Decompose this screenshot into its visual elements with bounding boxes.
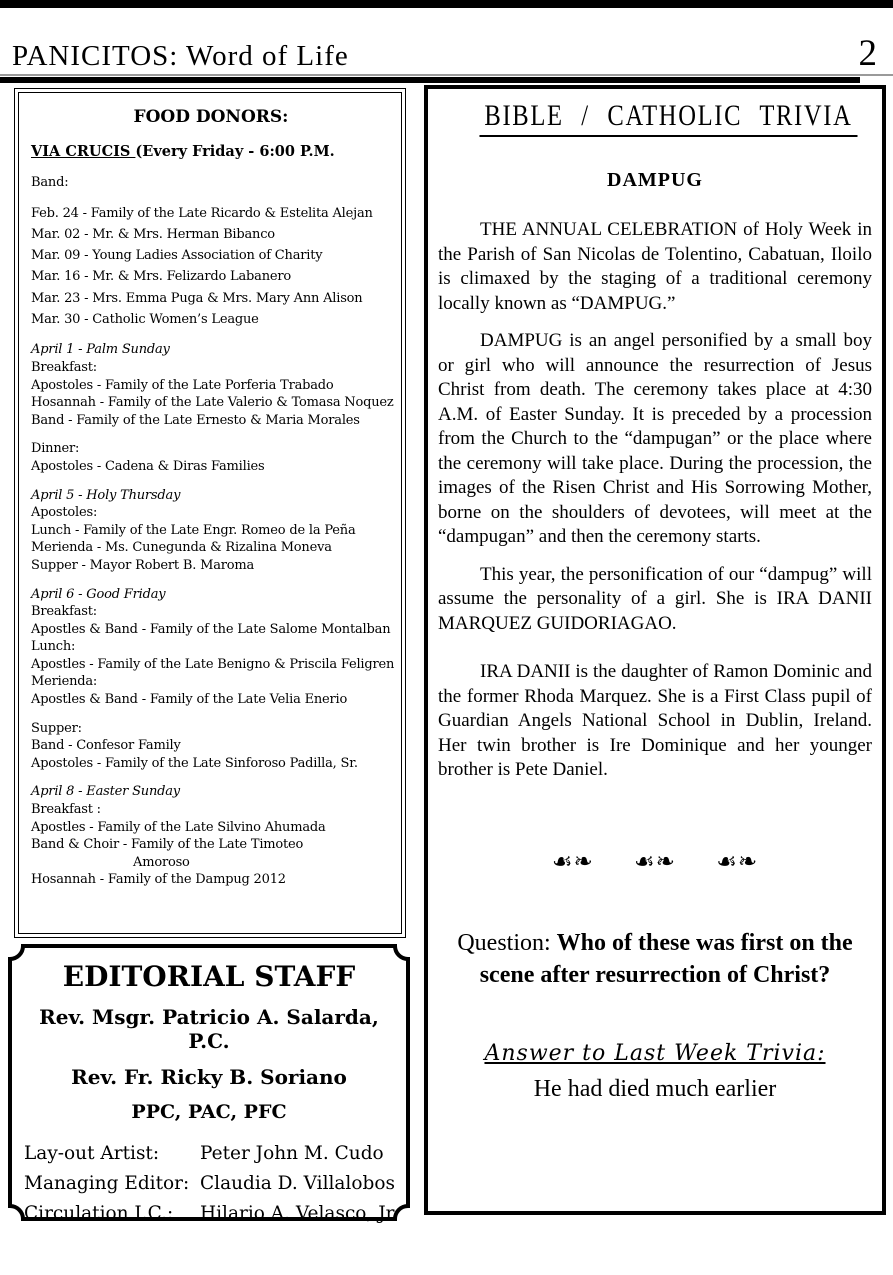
list-item: Merienda - Ms. Cunegunda & Rizalina Moneva [31,540,332,556]
header-rule-thin [0,74,893,76]
list-item: Breakfast : [31,802,101,818]
fleuron-icon: ☙❧ [716,848,759,875]
list-item: Amoroso [133,854,190,870]
list-item [31,429,391,440]
food-donors-panel-inner [18,92,402,934]
list-item: April 8 - Easter Sunday [31,784,180,800]
list-item: THE ANNUAL CELEBRATION of Holy Week in the Parish of San Nicolas de Tolentino, Cabatuan, Iloilo is climaxed by the staging of a traditional ceremony locally known as “DAMPUG.” [438,219,872,314]
page-number: 2 [858,33,877,74]
list-item: Breakfast: [31,604,97,620]
answer-heading-wrap [438,1041,872,1066]
list-item: Band: [31,175,69,190]
fleuron-icon: ☙❧ [551,848,594,875]
staff-row [24,1169,394,1199]
list-item: This year, the personification of our “dampug” will assume the personality of a girl. She is IRA DANII MARQUEZ GUIDORIAGAO. [438,563,872,634]
list-item: Mar. 16 - Mr. & Mrs. Felizardo Labanero [31,269,292,285]
via-crucis-line [31,143,391,160]
list-item: Band - Family of the Late Ernesto & Maria Morales [31,412,360,428]
staff-name: Claudia D. Villalobos [200,1173,395,1194]
food-donors-list [31,174,395,889]
list-item: Hosannah - Family of the Dampug 2012 [31,872,286,888]
staff-name: Hilario A. Velasco, Jr. [200,1203,399,1224]
staff-name: Peter John M. Cudo [200,1143,384,1164]
list-item: Lunch: [31,639,76,655]
editorial-name: PPC, PAC, PFC [131,1101,287,1123]
list-item: Apostles - Family of the Late Silvino Ahumada [31,819,326,835]
editorial-staff-content [8,944,410,1224]
food-donors-panel [14,88,406,938]
staff-role: Managing Editor: [24,1173,190,1194]
list-item: Apostles - Family of the Late Benigno & Priscila Feligren [31,656,395,672]
list-item: DAMPUG is an angel personified by a small boy or girl who will announce the resurrection of Jesus Christ from death. The ceremony takes place at 4:30 A.M. of Easter Sunday. It is preceded by a procession from the Church to the “dampugan” or the place where the ceremony will take place. During the procession, the images of the Risen Christ and His Sorrowing Mother, borne on the shoulders of devotees, will meet at the “dampugan” and then the ceremony starts. [438,330,872,547]
list-item: Apostoles - Cadena & Diras Families [31,458,265,474]
answer-text: He had died much earlier [533,1075,777,1102]
list-item: Merienda: [31,674,98,690]
list-item [31,709,391,720]
list-item: Lunch - Family of the Late Engr. Romeo de la Peña [31,522,356,538]
list-item [31,772,391,783]
trivia-article [438,218,872,783]
list-item: Apostoles - Family of the Late Porferia Trabado [31,377,334,393]
staff-row [24,1199,399,1229]
list-item: Apostoles: [31,505,98,521]
list-item [31,476,391,487]
list-item: Mar. 02 - Mr. & Mrs. Herman Bibanco [31,226,275,242]
editorial-name: Rev. Fr. Ricky B. Soriano [71,1065,347,1089]
list-item: Hosannah - Family of the Late Valerio & Tomasa Noquez [31,395,394,411]
list-item: Dinner: [31,441,80,457]
list-item [31,330,391,341]
trivia-title: BIBLE / CATHOLIC TRIVIA [479,99,857,137]
list-item: Mar. 23 - Mrs. Emma Puga & Mrs. Mary Ann Alison [31,290,363,306]
editorial-staff-panel [8,944,410,1224]
list-item: IRA DANII is the daughter of Ramon Dominic and the former Rhoda Marquez. She is a First Class pupil of Guardian Angels National School in Dublin, Ireland. Her twin brother is Ire Dominique and her younger brother is Pete Daniel. [438,661,872,780]
fleuron-ornament-row [438,849,872,875]
list-item: Apostles & Band - Family of the Late Salome Montalban [31,621,391,637]
trivia-question [438,927,872,991]
trivia-subtitle: DAMPUG [607,169,703,191]
list-item: Apostoles - Family of the Late Sinforoso Padilla, Sr. [31,755,358,771]
list-item: Band & Choir - Family of the Late Timoteo [31,837,304,853]
editorial-staff-heading: EDITORIAL STAFF [62,960,356,993]
list-item [31,192,391,203]
list-item: April 5 - Holy Thursday [31,487,181,503]
list-item: Mar. 30 - Catholic Women’s League [31,312,259,328]
list-item: Apostles & Band - Family of the Late Velia Enerio [31,692,348,708]
trivia-panel [424,85,886,1215]
answer-heading: Answer to Last Week Trivia: [484,1040,826,1066]
question-label: Question: [457,929,557,956]
list-item: April 6 - Good Friday [31,586,166,602]
list-item: Supper - Mayor Robert B. Maroma [31,557,255,573]
staff-role: Circulation I.C.: [24,1203,174,1224]
top-border-bar [0,0,893,8]
list-item [31,575,391,586]
header-rule-thick [0,77,860,83]
list-item: Band - Confesor Family [31,738,181,754]
list-item: Feb. 24 - Family of the Late Ricardo & Estelita Alejan [31,205,373,221]
list-item: Breakfast: [31,359,97,375]
editorial-name: Rev. Msgr. Patricio A. Salarda, P.C. [39,1005,379,1053]
list-item: Mar. 09 - Young Ladies Association of Charity [31,248,323,264]
fleuron-icon: ☙❧ [634,848,676,875]
masthead-title: PANICITOS: Word of Life [12,40,349,72]
trivia-title-wrap [438,99,872,137]
staff-role: Lay-out Artist: [24,1143,160,1164]
via-crucis-label: VIA CRUCIS [31,143,136,160]
staff-row [24,1139,394,1169]
food-donors-heading: FOOD DONORS: [133,107,289,127]
list-item: April 1 - Palm Sunday [31,342,170,358]
question-text: Who of these was first on the scene after resurrection of Christ? [479,929,853,988]
via-crucis-schedule: (Every Friday - 6:00 P.M. [135,143,335,160]
list-item: Supper: [31,720,82,736]
